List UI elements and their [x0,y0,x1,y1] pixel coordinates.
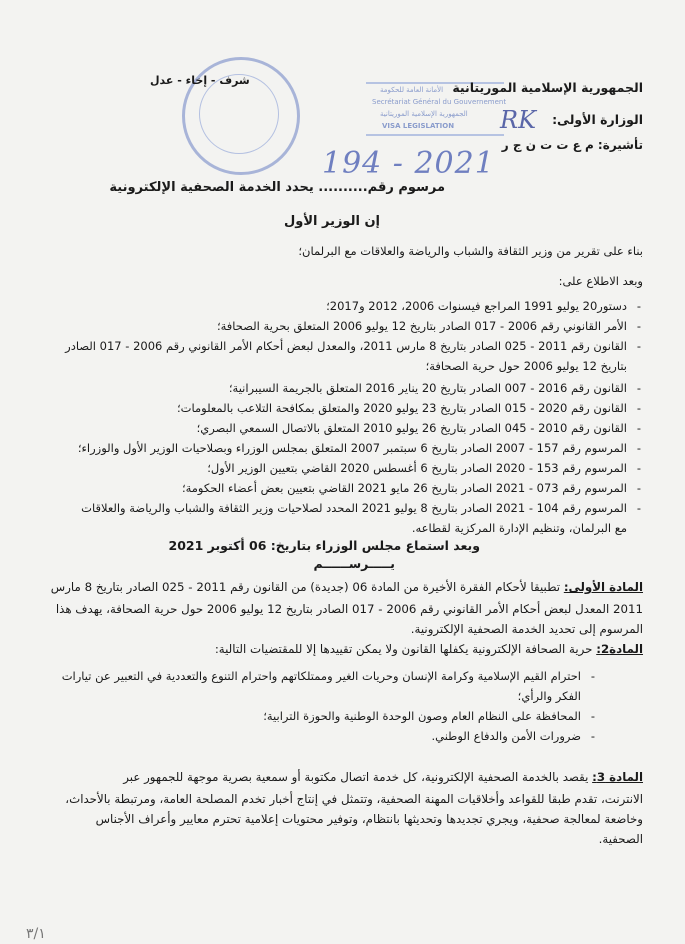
page-number: ٣/١ [26,926,46,942]
article3-line: الصحفية. [598,832,643,846]
handwritten-number: 194 - 2021 [322,146,495,181]
decree-title: مرسوم رقم.......... يحدد الخدمة الصحفية الإلكترونية [109,180,445,195]
article1-line: المرسوم إلى تحديد الخدمة الصحفية الإلكترونية. [410,622,643,636]
stamp-line: الأمانة العامة للحكومة [380,86,444,94]
visa-label: تأشيرة: م ع ت ت ن ج ر [501,138,643,152]
article1-line: 2011 المعدل لبعض أحكام الأمر القانوني رقم 2006 - 017 الصادر بتاريخ 12 يوليو 2006 حول حرية الصحافة، يهدف هذا [55,602,643,616]
article3-label: المادة 3: [592,770,643,784]
article2-item-continuation: الفكر والرأي؛ [517,689,581,703]
article3-line: الانترنت، تقدم طبقا للقواعد وأخلاقيات المهنة الصحفية، وتتمثل في إنتاج أخبار تخدم المصلحة العامة، ومرتبطة بالأحداث، [65,792,643,806]
article2-label: المادة2: [596,642,643,656]
article2-item: - المحافظة على النظام العام وصون الوحدة الوطنية والحوزة الترابية؛ [263,708,581,724]
reference-continuation: مع البرلمان، وتنظيم الإدارة المركزية لقطاعه. [411,521,627,535]
stamp-line: VISA LEGISLATION [382,122,455,130]
minister-heading: إن الوزير الأول [283,214,380,229]
reference-item: - القانون رقم 2020 - 015 الصادر بتاريخ 23 يوليو 2020 والمتعلق بمكافحة التلاعب بالمعلومات؛ [177,400,627,416]
handwritten-mark: RK [500,106,536,134]
article2-line [215,642,643,656]
review-intro: وبعد الاطلاع على: [558,274,643,288]
reference-item: - الأمر القانوني رقم 2006 - 017 الصادر بتاريخ 12 يوليو 2006 المتعلق بحرية الصحافة؛ [217,318,627,334]
reference-continuation: بتاريخ 12 يوليو 2006 حول حرية الصحافة؛ [425,359,627,373]
reference-item: - دستور20 يوليو 1991 المراجع فيسنوات 2006، 2012 و2017؛ [326,298,627,314]
intro-text: بناء على تقرير من وزير الثقافة والشباب والرياضة والعلاقات مع البرلمان؛ [298,244,643,258]
article3-text: يقصد بالخدمة الصحفية الإلكترونية، كل خدمة اتصال مكتوبة أو سمعية بصرية موجهة للجمهور عبر [123,770,589,784]
reference-item: - القانون رقم 2016 - 007 الصادر بتاريخ 20 يناير 2016 المتعلق بالجريمة السيبرانية؛ [229,380,627,396]
reference-item: - القانون رقم 2010 - 045 الصادر بتاريخ 26 يوليو 2010 المتعلق بالاتصال السمعي البصري؛ [197,420,627,436]
stamp-line: الجمهورية الإسلامية الموريتانية [380,110,468,118]
article2-item: - احترام القيم الإسلامية وكرامة الإنسان وحريات الغير وممتلكاتهم واحترام التنوع والتعددية في التعبير عن تيارات [62,668,581,684]
article1-line [51,580,643,594]
article2-text: حرية الصحافة الإلكترونية يكفلها القانون ولا يمكن تقييدها إلا للمقتضيات التالية: [214,642,593,656]
reference-item: - المرسوم رقم 153 - 2020 الصادر بتاريخ 6 أغسطس 2020 القاضي بتعيين الوزير الأول؛ [207,460,627,476]
reference-item: - المرسوم رقم 157 - 2007 الصادر بتاريخ 6 سبتمبر 2007 المتعلق بمجلس الوزراء وبصلاحيات الوزير الأول والوزراء؛ [78,440,627,456]
council-line: وبعد استماع مجلس الوزراء بتاريخ: 06 أكتوبر 2021 [168,538,480,553]
reference-item: - القانون رقم 2011 - 025 الصادر بتاريخ 8 مارس 2011، والمعدل لبعض أحكام الأمر القانوني رقم 2006 - 017 الصادر [65,338,627,354]
ministry-header: الوزارة الأولى: [552,112,643,127]
national-motto: شرف - إخاء - عدل [150,74,250,87]
article3-line: وخاضعة لمعالجة صحفية، ويجري تجديدها وتحديثها بانتظام، وتوفير محتويات إعلامية تحترم معايير وأعراف الأجناس [95,812,643,826]
reference-item: - المرسوم رقم 073 - 2021 الصادر بتاريخ 26 مايو 2021 القاضي بتعيين بعض أعضاء الحكومة؛ [182,480,627,496]
article1-label: المادة الأولى: [563,580,643,594]
stamp-line: Secrétariat Général du Gouvernement [372,98,507,106]
article1-text: تطبيقا لأحكام الفقرة الأخيرة من المادة 06 (جديدة) من القانون رقم 2011 - 025 الصادر بتاريخ 8 مارس [50,580,561,594]
article2-item: - ضرورات الأمن والدفاع الوطني. [431,728,581,744]
republic-header: الجمهورية الإسلامية الموريتانية [452,80,643,95]
article3-line [123,770,643,784]
decrees-word: يـــــرســــــم [313,556,395,571]
reference-item: - المرسوم رقم 104 - 2021 الصادر بتاريخ 8 يوليو 2021 المحدد لصلاحيات وزير الثقافة والشباب والرياضة والعلاقات [81,500,627,516]
